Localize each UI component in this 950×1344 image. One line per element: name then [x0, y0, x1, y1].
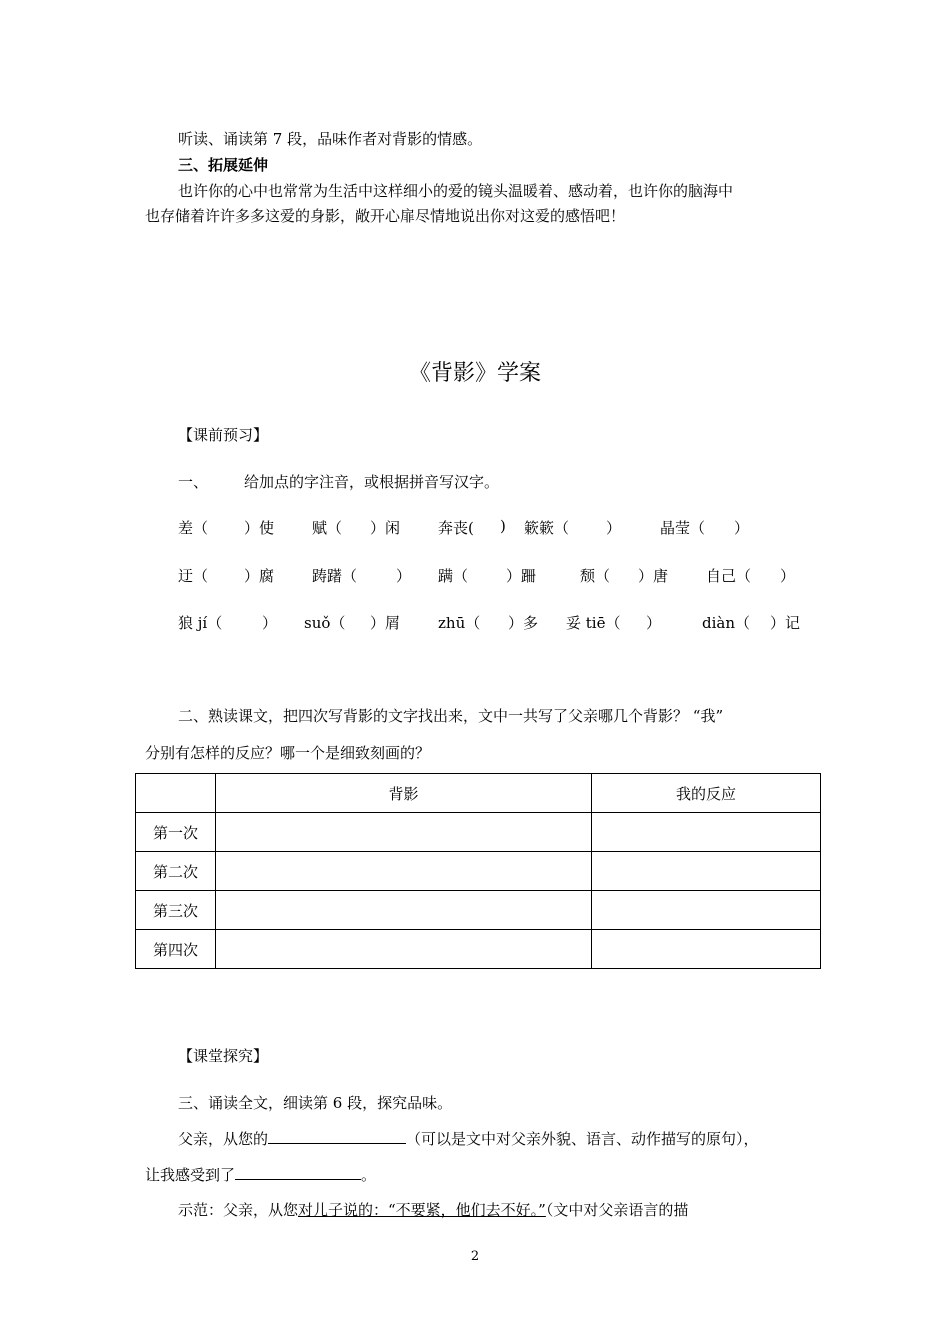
table-row-label: 第二次 — [136, 852, 216, 891]
example-line — [178, 1199, 688, 1220]
row3-item: 妥 tiē（ — [566, 614, 621, 632]
table-cell-reaction[interactable] — [592, 930, 821, 969]
table-header-cell: 背影 — [216, 774, 592, 813]
row2-item: ）腐 — [244, 567, 275, 585]
fill-blank-feeling[interactable] — [235, 1164, 361, 1180]
row3-item: ） — [646, 614, 662, 632]
row1-item: ) — [500, 517, 506, 535]
row1-item: 奔丧( — [438, 519, 474, 537]
question1-text: 给加点的字注音，或根据拼音写汉字。 — [244, 473, 500, 491]
table-header-cell — [136, 774, 216, 813]
row2-item: 迂（ — [178, 567, 209, 585]
classroom-label: 【课堂探究】 — [178, 1047, 269, 1065]
table-row-label: 第四次 — [136, 930, 216, 969]
row2-item: 自己（ — [706, 567, 752, 585]
row1-item: ） — [606, 519, 622, 537]
row3-item: diàn（ — [702, 614, 751, 632]
fill-suffix: 。 — [361, 1166, 377, 1184]
row2-item: ） — [780, 567, 796, 585]
row3-item: suǒ（ — [304, 614, 346, 632]
table-cell-back-view[interactable] — [216, 813, 592, 852]
question2-line2: 分别有怎样的反应？哪一个是细致刻画的？ — [145, 744, 431, 762]
fill-prefix: 让我感受到了 — [145, 1166, 236, 1184]
table-row — [136, 852, 821, 891]
row2-item: ）跚 — [506, 567, 537, 585]
page-title: 《背影》学案 — [408, 361, 541, 386]
table-header-row — [136, 774, 821, 813]
fill-in-line2 — [145, 1164, 376, 1185]
fill-in-line1 — [178, 1128, 759, 1149]
example-underlined-quote: 对儿子说的：“不要紧，他们去不好。” — [298, 1201, 546, 1219]
row2-item: ）唐 — [638, 567, 669, 585]
page-number: 2 — [470, 1249, 480, 1264]
row2-item: ） — [396, 567, 412, 585]
row1-item: 簌簌（ — [524, 519, 570, 537]
example-prefix: 示范：父亲，从您 — [178, 1201, 299, 1219]
extension-paragraph-line1: 也许你的心中也常常为生活中这样细小的爱的镜头温暖着、感动着，也许你的脑海中 — [178, 182, 734, 200]
row3-item: ）记 — [770, 614, 801, 632]
row1-item: 晶莹（ — [660, 519, 706, 537]
row1-item: ）闲 — [370, 519, 401, 537]
table-cell-back-view[interactable] — [216, 930, 592, 969]
table-row — [136, 891, 821, 930]
row1-item: ）使 — [244, 519, 275, 537]
row3-item: 狼 jí（ — [178, 614, 223, 632]
table-cell-back-view[interactable] — [216, 852, 592, 891]
preview-label: 【课前预习】 — [178, 426, 269, 444]
table-row-label: 第一次 — [136, 813, 216, 852]
table-cell-back-view[interactable] — [216, 891, 592, 930]
fill-blank-quote[interactable] — [268, 1128, 406, 1144]
row1-item: 差（ — [178, 519, 209, 537]
table-cell-reaction[interactable] — [592, 891, 821, 930]
fill-suffix: （可以是文中对父亲外貌、语言、动作描写的原句）， — [406, 1130, 759, 1148]
row1-item: ） — [734, 519, 750, 537]
section-heading-extension: 三、拓展延伸 — [178, 156, 269, 174]
table-row — [136, 813, 821, 852]
row2-item: 蹒（ — [438, 567, 469, 585]
table-cell-reaction[interactable] — [592, 813, 821, 852]
question1-number: 一、 — [178, 473, 209, 491]
row3-item: ） — [262, 614, 278, 632]
row3-item: ）多 — [508, 614, 539, 632]
question2-line1: 二、熟读课文，把四次写背影的文字找出来，文中一共写了父亲哪几个背影？ “我” — [178, 707, 724, 725]
row2-item: 踌躇（ — [312, 567, 358, 585]
extension-paragraph-line2: 也存储着许许多多这爱的身影，敞开心扉尽情地说出你对这爱的感悟吧！ — [145, 207, 626, 225]
row2-item: 颓（ — [580, 567, 611, 585]
table-row-label: 第三次 — [136, 891, 216, 930]
example-suffix: （文中对父亲语言的描 — [545, 1201, 689, 1219]
question3-text: 三、诵读全文，细读第 6 段，探究品味。 — [178, 1094, 453, 1112]
row3-item: ）屑 — [370, 614, 401, 632]
reading-instruction: 听读、诵读第 7 段，品味作者对背影的情感。 — [178, 130, 483, 148]
table-row — [136, 930, 821, 969]
row1-item: 赋（ — [312, 519, 343, 537]
row3-item: zhū（ — [438, 614, 481, 632]
table-cell-reaction[interactable] — [592, 852, 821, 891]
fill-prefix: 父亲，从您的 — [178, 1130, 269, 1148]
table-header-cell: 我的反应 — [592, 774, 821, 813]
back-view-table — [135, 773, 821, 969]
